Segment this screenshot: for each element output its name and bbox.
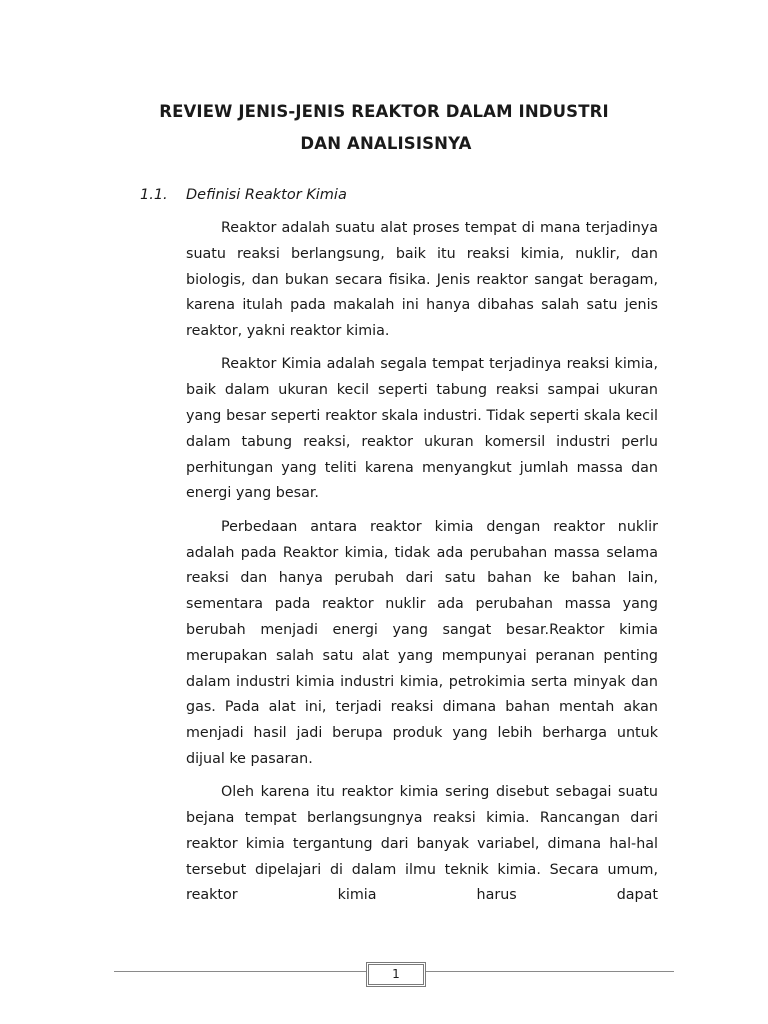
section-number: 1.1. [140,187,168,203]
paragraph-2: Reaktor Kimia adalah segala tempat terjadinya reaksi kimia, baik dalam ukuran kecil seperti tabung reaksi sampai ukuran yang besar seperti reaktor skala industri. Tidak seperti skala kecil dalam tabung reaksi, reaktor ukuran komersil industri perlu perhitungan yang teliti karena menyangkut jumlah massa dan energi yang besar. [186,356,658,502]
page-number: 1 [366,962,426,987]
paragraph-1: Reaktor adalah suatu alat proses tempat di mana terjadinya suatu reaksi berlangsung, baik itu reaksi kimia, nuklir, dan biologis, dan bukan secara fisika. Jenis reaktor sangat beragam, karena itulah pada makalah ini hanya dibahas salah satu jenis reaktor, yakni reaktor kimia. [186,220,658,340]
document-title-line-1: REVIEW JENIS-JENIS REAKTOR DALAM INDUSTRI [159,102,609,121]
document-title-line-2: DAN ANALISISNYA [300,134,472,153]
paragraph-4: Oleh karena itu reaktor kimia sering disebut sebagai suatu bejana tempat berlangsungnya reaksi kimia. Rancangan dari reaktor kimia tergantung dari banyak variabel, dimana hal-hal tersebut dipelajari di dalam ilmu teknik kimia. Secara umum, reaktor kimia harus dapat [186,784,658,904]
section-title: Definisi Reaktor Kimia [186,187,347,203]
paragraph-3: Perbedaan antara reaktor kimia dengan reaktor nuklir adalah pada Reaktor kimia, tidak ada perubahan massa selama reaksi dan hanya perubah dari satu bahan ke bahan lain, sementara pada reaktor nuklir ada perubahan massa yang berubah menjadi energi yang sangat besar.Reaktor kimia merupakan salah satu alat yang mempunyai peranan penting dalam industri kimia industri kimia, petrokimia serta minyak dan gas. Pada alat ini, terjadi reaksi dimana bahan mentah akan menjadi hasil jadi berupa produk yang lebih berharga untuk dijual ke pasaran. [186,518,658,767]
body-text [186,216,658,917]
section-heading [140,187,347,203]
